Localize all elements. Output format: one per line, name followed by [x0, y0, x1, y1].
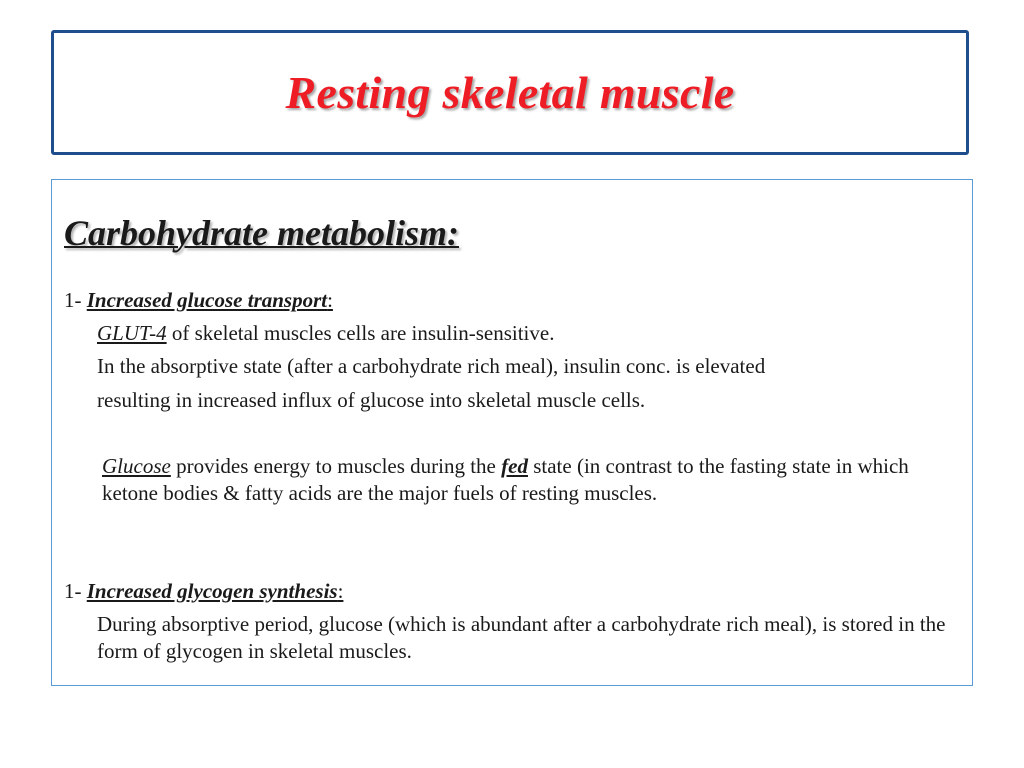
point-1-colon: : [327, 288, 333, 312]
point-2-number: 1- [64, 579, 87, 603]
section-heading: Carbohydrate metabolism: [64, 213, 459, 253]
fed-term: fed [501, 454, 528, 478]
point-2-label: Increased glycogen synthesis [86, 579, 338, 603]
content-box [51, 179, 973, 686]
glut-line [97, 320, 554, 346]
point-2-colon: : [337, 579, 344, 603]
absorptive-line: In the absorptive state (after a carbohydrate rich meal), insulin conc. is elevated [97, 354, 766, 378]
point-2-heading [64, 578, 343, 604]
glucose-paragraph [102, 453, 962, 507]
influx-line: resulting in increased influx of glucose into skeletal muscle cells. [97, 388, 646, 412]
glucose-text-a: provides energy to muscles during the [170, 454, 502, 478]
glucose-text-b: state (in contrast to the fasting state in which ketone bodies & fatty acids are the major fuels of resting muscles. [102, 454, 909, 505]
point-1-heading [64, 287, 333, 313]
glucose-term: Glucose [102, 454, 171, 478]
glycogen-paragraph: During absorptive period, glucose (which is abundant after a carbohydrate rich meal), is stored in the form of glycogen in skeletal muscles. [97, 612, 946, 663]
title-box [51, 30, 969, 155]
point-1-number: 1- [64, 288, 87, 312]
slide-title: Resting skeletal muscle [285, 67, 735, 118]
point-1-label: Increased glucose transport [86, 288, 328, 312]
glut-text: of skeletal muscles cells are insulin-sensitive. [166, 321, 555, 345]
glut-term: GLUT-4 [97, 321, 167, 345]
